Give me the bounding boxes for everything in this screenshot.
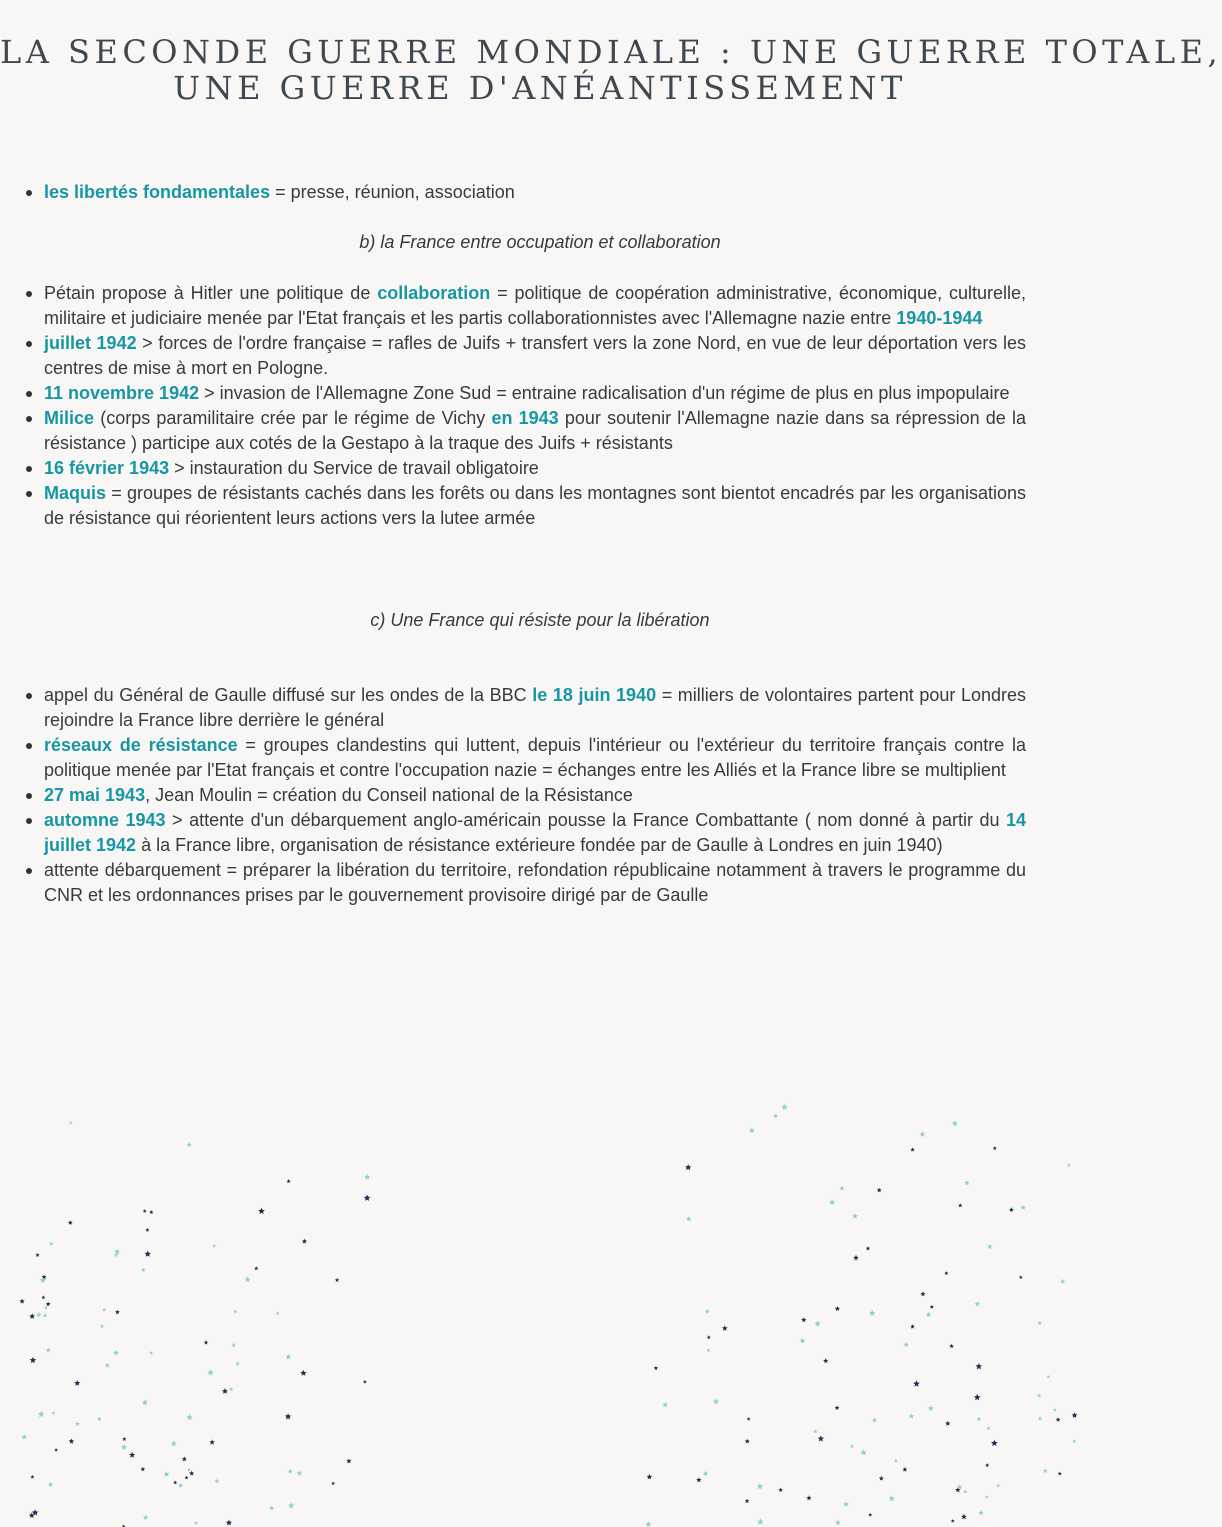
star-icon: [685, 1164, 691, 1170]
star-icon: [52, 1411, 56, 1415]
highlight-term: les libertés fondamentales: [44, 182, 271, 202]
list-item: [44, 456, 1026, 481]
star-icon: [705, 1309, 710, 1314]
star-icon: [869, 1310, 876, 1316]
star-icon: [171, 1440, 177, 1446]
star-icon: [226, 1519, 232, 1525]
item-text: , Jean Moulin = création du Conseil national de la Résistance: [145, 785, 633, 805]
star-icon: [364, 1195, 371, 1201]
item-text: à la France libre, organisation de résistance extérieure fondée par de Gaulle à Londres en juin 1940): [136, 835, 943, 855]
star-icon: [813, 1429, 817, 1433]
star-icon: [987, 1244, 993, 1249]
star-icon: [233, 1310, 237, 1314]
star-icon: [975, 1301, 980, 1306]
star-icon: [930, 1305, 934, 1309]
star-icon: [903, 1342, 908, 1347]
star-icon: [69, 1121, 73, 1125]
star-icon: [209, 1439, 215, 1444]
star-icon: [843, 1501, 849, 1507]
star-icon: [189, 1471, 194, 1476]
star-icon: [945, 1421, 950, 1426]
star-icon: [963, 1490, 967, 1494]
star-icon: [38, 1411, 45, 1417]
star-icon: [1058, 1472, 1062, 1476]
star-icon: [276, 1311, 280, 1315]
star-icon: [48, 1482, 53, 1487]
star-icon: [44, 1306, 48, 1310]
item-text: > invasion de l'Allemagne Zone Sud = entraine radicalisation d'un régime de plus en plus impopulaire: [199, 383, 1010, 403]
star-icon: [773, 1113, 778, 1118]
star-icon: [872, 1418, 877, 1423]
star-icon: [868, 1513, 872, 1517]
star-icon: [952, 1120, 959, 1126]
star-icon: [722, 1325, 728, 1331]
star-icon: [654, 1366, 659, 1370]
star-icon: [288, 1469, 293, 1474]
star-icon: [182, 1456, 187, 1461]
star-icon: [97, 1417, 102, 1421]
star-icon: [850, 1444, 854, 1448]
star-icon: [866, 1246, 871, 1250]
star-icon: [141, 1268, 146, 1273]
highlight-term: 1940-1944: [896, 308, 983, 328]
intro-list: [0, 180, 1080, 205]
star-icon: [69, 1438, 75, 1443]
star-icon: [707, 1335, 711, 1339]
star-icon: [363, 1380, 367, 1384]
item-text: = politique de coopération administrative, économique, culturelle, militaire et judiciaire menée par l'Etat français et les partis collaborationnistes avec l'Allemagne nazie entre: [44, 283, 1027, 328]
star-icon: [229, 1387, 233, 1391]
star-icon: [1067, 1163, 1071, 1167]
star-icon: [1020, 1205, 1025, 1210]
star-icon: [102, 1308, 106, 1312]
star-icon: [113, 1350, 119, 1356]
star-icon: [645, 1521, 651, 1527]
star-icon: [300, 1370, 306, 1376]
star-icon: [1009, 1207, 1014, 1212]
star-icon: [910, 1147, 914, 1151]
star-icon: [29, 1313, 35, 1319]
star-icon: [818, 1435, 825, 1441]
highlight-term: 27 mai 1943: [44, 785, 146, 805]
star-icon: [185, 1476, 189, 1480]
item-text: pour soutenir l'Allemagne nazie dans sa répression de la résistance ) participe aux cotés de la Gestapo à la traque des Juifs + résistants: [44, 408, 1026, 453]
star-icon: [1043, 1468, 1048, 1473]
star-icon: [41, 1295, 45, 1299]
highlight-term: en 1943: [491, 408, 559, 428]
list-item: [44, 733, 1026, 783]
star-icon: [364, 1174, 370, 1180]
star-icon: [141, 1467, 146, 1472]
item-text: = milliers de volontaires partent pour Londres rejoindre la France libre derrière le général: [44, 685, 1026, 730]
highlight-term: Maquis: [44, 483, 107, 503]
star-icon: [961, 1514, 967, 1520]
star-icon: [1056, 1417, 1061, 1422]
star-icon: [204, 1340, 209, 1344]
star-icon: [21, 1434, 27, 1440]
star-icon: [74, 1380, 80, 1386]
list-item: [44, 381, 1026, 406]
item-text: > attente d'un débarquement anglo-américain pousse la France Combattante ( nom donné à partir du: [165, 810, 1006, 830]
section-c-heading: c) Une France qui résiste pour la libération: [370, 610, 710, 630]
star-icon: [285, 1354, 291, 1360]
star-icon: [996, 1484, 1000, 1488]
star-icon: [920, 1131, 926, 1137]
star-icon: [835, 1306, 840, 1311]
highlight-term: collaboration: [377, 283, 491, 303]
star-icon: [288, 1502, 295, 1508]
star-icon: [30, 1357, 37, 1363]
star-icon: [231, 1343, 236, 1348]
highlight-term: le 18 juin 1940: [532, 685, 657, 705]
star-icon: [143, 1209, 147, 1213]
star-icon: [686, 1216, 692, 1221]
highlight-term: juillet 1942: [44, 333, 137, 353]
highlight-term: 16 février 1943: [44, 458, 170, 478]
star-icon: [949, 1344, 954, 1348]
star-icon: [122, 1437, 126, 1441]
item-text: = groupes clandestins qui luttent, depuis l'intérieur ou l'extérieur du territoire français contre la politique menée par l'Etat français et contre l'occupation nazie = échanges entre les Alliés et la France libre se multiplient: [44, 735, 1026, 780]
star-icon: [36, 1312, 42, 1317]
list-item: [44, 783, 1026, 808]
star-icon: [926, 1312, 932, 1318]
star-icon: [142, 1399, 148, 1405]
star-icon: [194, 1521, 198, 1525]
star-icon: [1060, 1279, 1065, 1284]
star-icon: [1037, 1321, 1042, 1325]
star-icon: [269, 1506, 274, 1511]
star-icon: [129, 1452, 135, 1458]
star-icon: [173, 1480, 177, 1484]
star-icon: [215, 1479, 220, 1484]
star-icon: [297, 1470, 303, 1476]
item-text: = presse, réunion, association: [270, 182, 515, 202]
star-icon: [287, 1179, 291, 1183]
star-icon: [958, 1203, 962, 1207]
star-icon: [335, 1278, 339, 1282]
star-icon: [1047, 1375, 1051, 1379]
star-icon: [105, 1363, 110, 1368]
star-icon: [285, 1413, 292, 1419]
star-icon: [757, 1483, 764, 1489]
list-item: [44, 180, 1026, 205]
star-icon: [1053, 1408, 1057, 1412]
star-icon: [978, 1510, 983, 1515]
star-icon: [114, 1249, 120, 1255]
star-icon: [920, 1291, 925, 1296]
star-icon: [212, 1244, 216, 1248]
item-text: > forces de l'ordre française = rafles de Juifs + transfert vers la zone Nord, en vue de leur déportation vers les centres de mise à mort en Pologne.: [44, 333, 1026, 378]
star-icon: [823, 1358, 828, 1363]
list-item: [44, 331, 1026, 381]
star-icon: [853, 1255, 859, 1260]
list-item: [44, 808, 1026, 858]
star-icon: [902, 1467, 907, 1472]
star-icon: [829, 1199, 835, 1205]
section-b-heading: b) la France entre occupation et collaboration: [359, 232, 721, 252]
star-icon: [662, 1402, 668, 1407]
star-icon: [115, 1310, 120, 1315]
star-icon: [852, 1213, 858, 1219]
star-icon: [245, 1276, 251, 1282]
star-icon: [254, 1266, 258, 1270]
item-text: > instauration du Service de travail obligatoire: [169, 458, 539, 478]
star-icon: [815, 1320, 821, 1326]
item-text: Pétain propose à Hitler une politique de: [44, 283, 378, 303]
list-item: [44, 683, 1026, 733]
star-icon: [928, 1405, 934, 1411]
star-icon: [781, 1104, 788, 1110]
title-line-2: UNE GUERRE D'ANÉANTISSEMENT: [173, 69, 907, 107]
star-icon: [1072, 1412, 1078, 1418]
star-icon: [143, 1515, 149, 1520]
star-icon: [144, 1251, 151, 1257]
highlight-term: 11 novembre 1942: [44, 383, 200, 403]
star-icon: [145, 1228, 149, 1232]
star-icon: [747, 1417, 751, 1421]
star-icon: [964, 1180, 970, 1185]
star-icon: [178, 1483, 183, 1488]
star-icon: [879, 1476, 884, 1481]
star-icon: [187, 1468, 191, 1472]
list-item: [44, 406, 1026, 456]
section-b-list: [0, 281, 1080, 531]
star-icon: [46, 1302, 51, 1307]
star-icon: [778, 1488, 783, 1492]
star-icon: [986, 1426, 990, 1430]
item-text: = groupes de résistants cachés dans les forêts ou dans les montagnes sont bientot encadrés par les organisations de résistance qui réorientent leurs actions vers la lutee armée: [44, 483, 1026, 528]
star-icon: [187, 1142, 192, 1147]
star-icon: [951, 1519, 955, 1523]
star-icon: [114, 1253, 118, 1257]
star-icon: [703, 1471, 709, 1476]
highlight-term: 14 juillet 1942: [44, 810, 1026, 855]
item-text: attente débarquement = préparer la libération du territoire, refondation républicaine notamment à travers le programme du CNR et les ordonnances prises par le gouvernement provisoire dirigé par de Gaulle: [44, 860, 1026, 905]
star-icon: [944, 1271, 948, 1275]
star-icon: [985, 1463, 989, 1467]
star-icon: [1019, 1275, 1023, 1279]
star-icon: [222, 1388, 228, 1394]
star-confetti-decoration: [0, 1087, 1080, 1527]
star-icon: [235, 1361, 240, 1365]
star-icon: [331, 1481, 335, 1485]
star-icon: [186, 1414, 193, 1420]
star-icon: [993, 1146, 997, 1150]
star-icon: [976, 1363, 983, 1370]
star-icon: [149, 1351, 153, 1355]
star-icon: [860, 1449, 867, 1455]
star-icon: [35, 1253, 39, 1257]
star-icon: [889, 1495, 896, 1501]
star-icon: [647, 1474, 653, 1480]
star-icon: [54, 1448, 58, 1452]
star-icon: [910, 1324, 915, 1329]
list-item: [44, 281, 1026, 331]
star-icon: [121, 1444, 127, 1450]
star-icon: [100, 1324, 105, 1328]
star-icon: [696, 1477, 701, 1482]
star-icon: [30, 1475, 34, 1479]
list-item: [44, 858, 1026, 908]
star-icon: [745, 1439, 750, 1444]
star-icon: [835, 1405, 840, 1410]
highlight-term: automne 1943: [44, 810, 166, 830]
star-icon: [346, 1458, 351, 1463]
star-icon: [877, 1188, 882, 1193]
star-icon: [974, 1394, 981, 1400]
star-icon: [46, 1348, 51, 1353]
star-icon: [800, 1338, 806, 1344]
list-item: [44, 481, 1026, 531]
star-icon: [801, 1317, 806, 1322]
star-icon: [976, 1417, 981, 1422]
star-icon: [20, 1299, 25, 1304]
star-icon: [258, 1208, 265, 1214]
star-icon: [1038, 1416, 1043, 1420]
star-icon: [745, 1499, 750, 1504]
star-icon: [49, 1241, 54, 1245]
star-icon: [43, 1313, 48, 1317]
star-icon: [713, 1398, 719, 1404]
title-line-1: LA SECONDE GUERRE MONDIALE : UNE GUERRE TOTALE,: [0, 33, 1222, 71]
star-icon: [749, 1127, 755, 1133]
item-text: (corps paramilitaire crée par le régime de Vichy: [94, 408, 492, 428]
star-icon: [1072, 1439, 1076, 1443]
highlight-term: réseaux de résistance: [44, 735, 238, 755]
star-icon: [894, 1459, 898, 1463]
star-icon: [913, 1380, 920, 1386]
star-icon: [839, 1186, 844, 1191]
item-text: appel du Général de Gaulle diffusé sur les ondes de la BBC: [44, 685, 533, 705]
star-icon: [149, 1210, 153, 1214]
star-icon: [164, 1471, 170, 1477]
star-icon: [75, 1421, 80, 1426]
star-icon: [207, 1369, 214, 1375]
star-icon: [68, 1220, 73, 1225]
star-icon: [706, 1348, 710, 1352]
star-icon: [1037, 1393, 1042, 1397]
section-c-list: [0, 683, 1080, 908]
star-icon: [909, 1413, 915, 1418]
page-title: [0, 33, 1222, 107]
star-icon: [835, 1520, 841, 1526]
star-icon: [806, 1495, 811, 1500]
star-icon: [985, 1495, 989, 1499]
star-icon: [302, 1239, 307, 1244]
star-icon: [991, 1440, 998, 1446]
star-icon: [757, 1518, 764, 1524]
highlight-term: Milice: [44, 408, 95, 428]
